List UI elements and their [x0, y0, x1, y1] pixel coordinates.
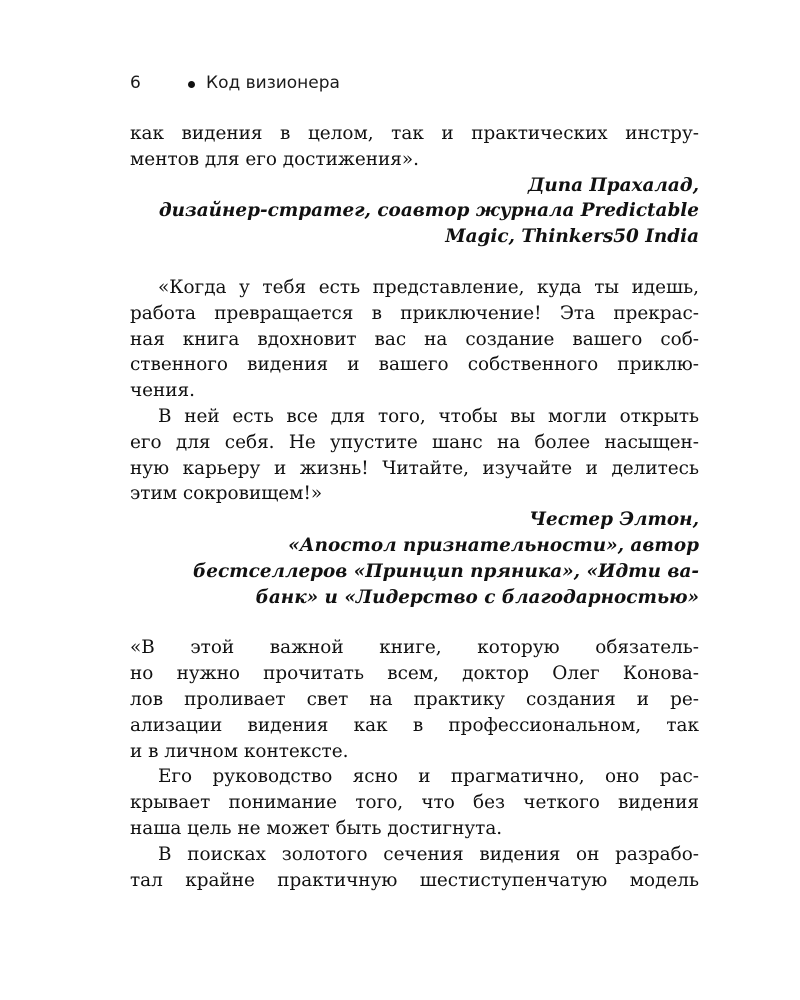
attribution-line: дизайнер-стратег, соавтор журнала Predictable — [158, 200, 699, 222]
attribution-line: Дипа Прахалад, — [527, 174, 699, 196]
text-line: Его руководство ясно и прагматично, оно рас- — [158, 766, 699, 788]
page-body — [130, 121, 699, 893]
attribution-line: банк» и «Лидерство с благодарностью» — [255, 586, 699, 608]
text-line: работа превращается в приключение! Эта прекрас- — [130, 302, 699, 324]
text-line: ализации видения как в профессиональном, так — [130, 714, 699, 736]
text-line: ную карьеру и жизнь! Читайте, изучайте и делитесь — [130, 457, 699, 479]
text-line: этим сокровищем!» — [130, 483, 323, 505]
text-line: его для себя. Не упустите шанс на более насыщен- — [130, 431, 699, 453]
attribution-deepa-prahalad — [130, 173, 699, 250]
text-line: и в личном контексте. — [130, 740, 349, 762]
text-line: как видения в целом, так и практических инстру- — [130, 123, 699, 144]
attribution-line: бестселлеров «Принцип пряника», «Идти ва- — [192, 560, 699, 582]
bullet-separator-icon — [188, 81, 195, 88]
quote-chester-elton — [130, 275, 699, 507]
text-line: «Когда у тебя есть представление, куда ты идешь, — [158, 276, 699, 298]
attribution-line: Честер Элтон, — [529, 509, 699, 531]
text-line: но нужно прочитать всем, доктор Олег Конова- — [130, 663, 699, 685]
text-line: В поисках золотого сечения видения он разрабо- — [158, 843, 699, 865]
text-line: ная книга вдохновит вас на создание вашего соб- — [130, 328, 699, 350]
book-title: Код визионера — [206, 73, 340, 93]
attribution-chester-elton — [130, 507, 699, 610]
text-line: чения. — [130, 380, 196, 402]
attribution-line: Magic, Thinkers50 India — [445, 226, 699, 248]
text-line: ственного видения и вашего собственного приклю- — [130, 354, 699, 376]
attribution-line: «Апостол признательности», автор — [288, 534, 699, 556]
text-line: «В этой важной книге, которую обязатель- — [130, 637, 699, 659]
text-line: крывает понимание того, что без четкого видения — [130, 792, 699, 814]
text-line: лов проливает свет на практику создания и ре- — [130, 688, 699, 710]
text-line: ментов для его достижения». — [130, 148, 419, 170]
quote-third — [130, 635, 699, 893]
page-number: 6 — [130, 73, 141, 93]
text-line: В ней есть все для того, чтобы вы могли открыть — [158, 405, 699, 427]
text-line: наша цель не может быть достигнута. — [130, 817, 503, 839]
text-line: тал крайне практичную шестиступенчатую модель — [130, 869, 699, 891]
